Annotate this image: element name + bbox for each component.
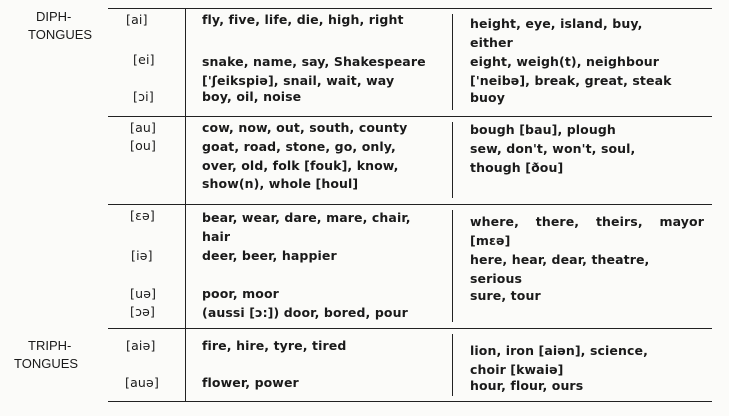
examples-right-ou-line-1: sew, don't, won't, soul, [470, 141, 636, 156]
examples-left-ea [202, 208, 411, 246]
examples-right-au: bough [bau], plough [470, 122, 616, 137]
examples-left-aia: fire, hire, tyre, tired [202, 338, 347, 353]
rule-symbol-column [185, 8, 186, 401]
examples-left-ou-line-2: over, old, folk [fouk], know, [202, 157, 399, 173]
rule-bottom [108, 401, 712, 402]
examples-right-oi: buoy [470, 90, 505, 105]
examples-right-ou-line-2: though [ðou] [470, 159, 564, 175]
examples-right-ea-line-1: where, there, theirs, mayor [470, 214, 704, 229]
diphthongs-label [28, 8, 106, 44]
examples-left-ai: fly, five, life, die, high, right [202, 12, 404, 27]
symbol-ei: [ei] [133, 52, 155, 67]
examples-left-ei-line-1: snake, name, say, Shakespeare [202, 54, 426, 69]
examples-left-ea-line-2: hair [202, 229, 231, 244]
examples-left-oa: (aussi [ɔ:]) door, bored, pour [202, 305, 408, 320]
triphthongs-label-line-2: TONGUES [14, 356, 79, 371]
diphthongs-label-line-2: TONGUES [28, 27, 93, 42]
examples-right-ei [470, 52, 672, 90]
rule-example-split-1 [452, 14, 453, 110]
diphthongs-label-line-1: DIPH- [36, 9, 72, 24]
examples-right-aia-line-2: choir [kwaiə] [470, 361, 564, 377]
examples-left-ua: poor, moor [202, 286, 279, 301]
rule-example-split-2 [452, 122, 453, 198]
symbol-aua: [auə] [125, 375, 160, 390]
examples-left-ou [202, 138, 399, 194]
examples-right-ia-line-2: serious [470, 271, 522, 286]
examples-left-ea-line-1: bear, wear, dare, mare, chair, [202, 210, 411, 225]
examples-right-ai [470, 14, 642, 52]
examples-right-ei-line-1: eight, weigh(t), neighbour [470, 54, 660, 69]
triphthongs-label-line-1: TRIPH- [28, 338, 72, 353]
rule-example-split-4 [452, 334, 453, 396]
symbol-ia: [iə] [131, 248, 153, 263]
examples-right-ia [470, 250, 649, 288]
examples-left-ou-line-3: show(n), whole [houl] [202, 176, 359, 191]
examples-left-au: cow, now, out, south, county [202, 120, 408, 135]
examples-right-ea-line-2: [mɛə] [470, 233, 511, 248]
examples-left-ou-line-1: goat, road, stone, go, only, [202, 139, 396, 154]
symbol-ea: [ɛə] [130, 208, 156, 223]
symbol-aia: [aiə] [126, 338, 156, 353]
examples-right-ea [470, 212, 704, 250]
symbol-au: [au] [130, 120, 157, 135]
rule-example-split-3 [452, 210, 453, 322]
examples-right-ou [470, 140, 635, 177]
examples-right-ai-line-1: height, eye, island, buy, [470, 16, 643, 31]
examples-left-ei [202, 52, 426, 90]
examples-right-ia-line-1: here, hear, dear, theatre, [470, 252, 650, 267]
rule-group-3 [108, 328, 712, 329]
rule-top [108, 8, 712, 9]
symbol-ou: [ou] [130, 138, 157, 153]
examples-left-aua: flower, power [202, 375, 299, 390]
examples-right-ai-line-2: either [470, 35, 513, 50]
symbol-ua: [uə] [130, 286, 157, 301]
examples-right-aia-line-1: lion, iron [aiən], science, [470, 343, 648, 358]
symbol-oi: [ɔi] [133, 89, 154, 104]
symbol-ai: [ai] [126, 12, 148, 27]
examples-left-oi: boy, oil, noise [202, 89, 302, 104]
examples-left-ei-line-2: ['ʃeikspiə], snail, wait, way [202, 73, 395, 88]
triphthongs-label [14, 337, 104, 373]
examples-left-ia: deer, beer, happier [202, 248, 337, 263]
examples-right-aua: hour, flour, ours [470, 378, 584, 393]
examples-right-ei-line-2: ['neibə], break, great, steak [470, 73, 672, 88]
symbol-oa: [ɔə] [130, 304, 156, 319]
rule-group-1 [108, 116, 712, 117]
examples-right-ua: sure, tour [470, 288, 541, 303]
examples-right-aia [470, 342, 648, 379]
rule-group-2 [108, 204, 712, 205]
